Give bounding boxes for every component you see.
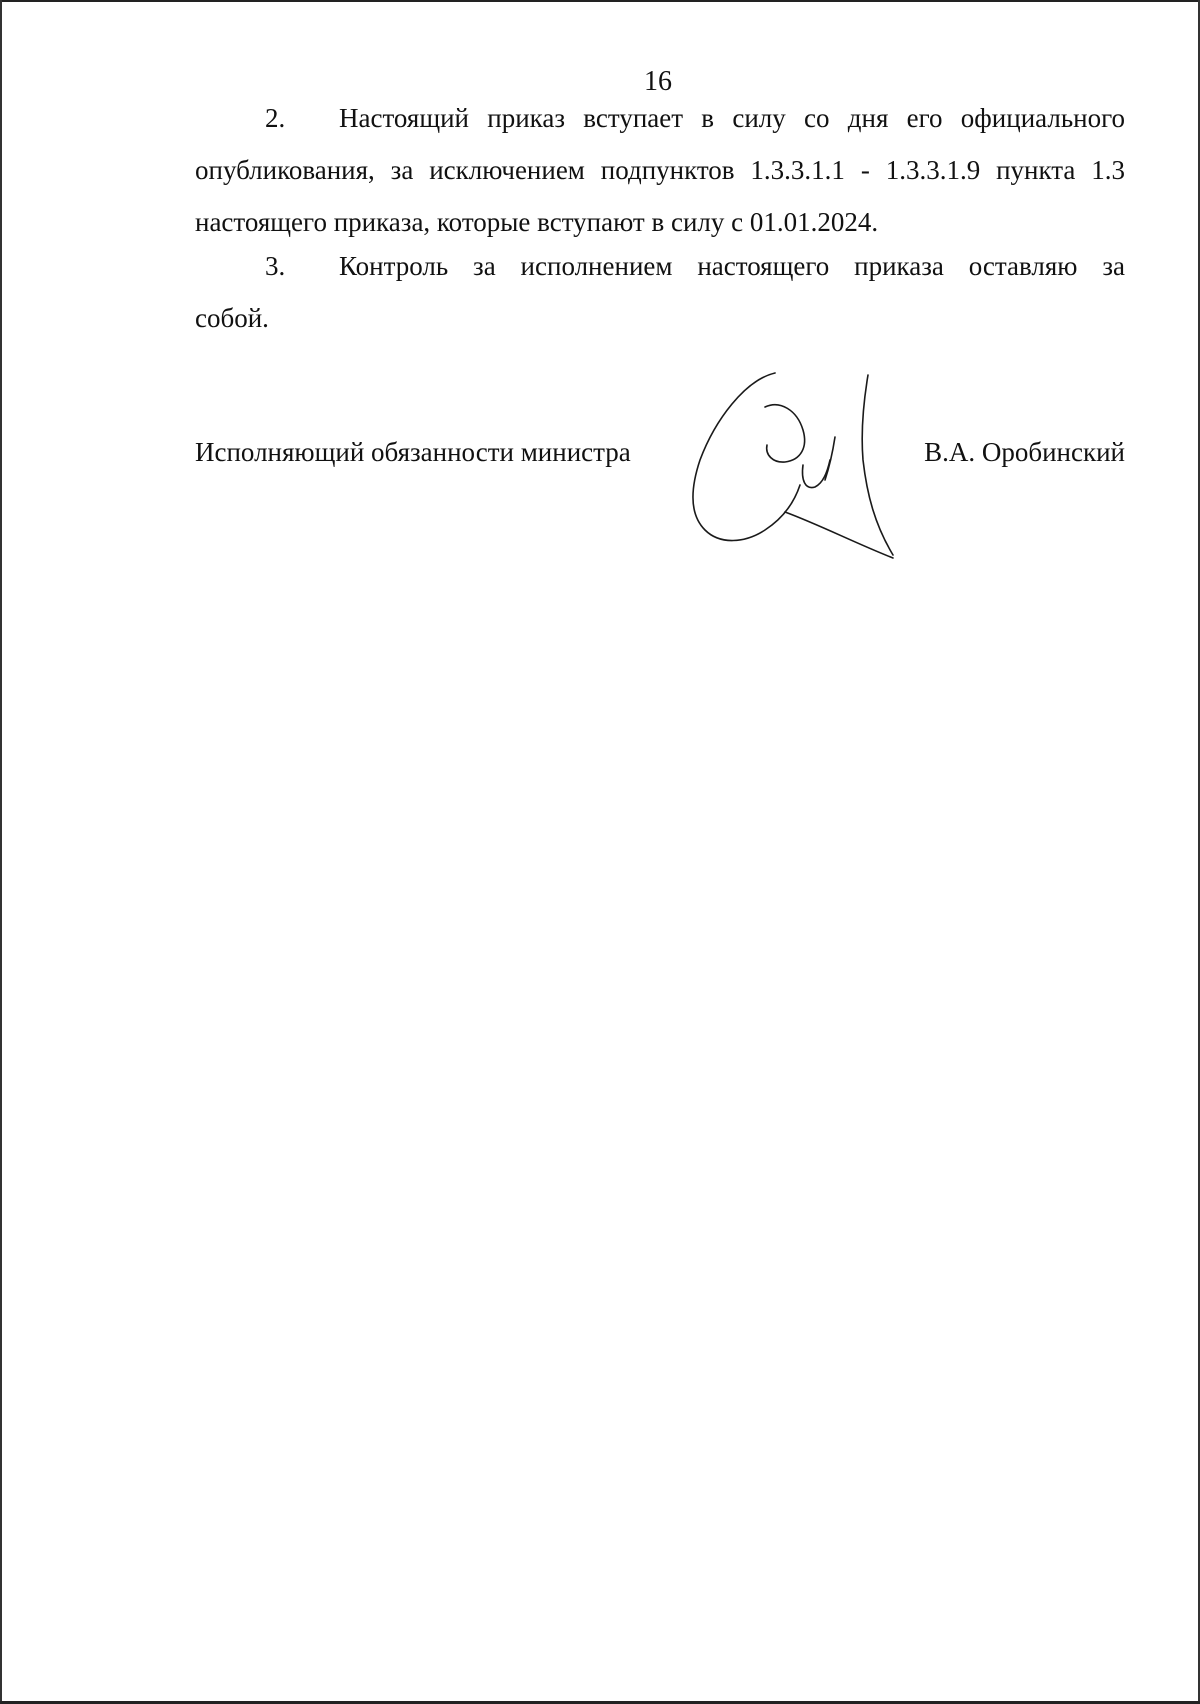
- item-number: 2.: [265, 103, 286, 133]
- scan-edge-left: [0, 0, 2, 1704]
- paragraph-line-text: Контроль за исполнением настоящего приказа оставляю за: [339, 251, 1125, 281]
- paragraph-line: настоящего приказа, которые вступают в силу с 01.01.2024.: [195, 207, 879, 237]
- page-number: 16: [644, 66, 672, 97]
- paragraph-line: опубликования, за исключением подпунктов 1.3.3.1.1 - 1.3.3.1.9 пункта 1.3: [195, 155, 1125, 185]
- paragraph-line: собой.: [195, 303, 269, 333]
- paragraph-item-2: [195, 92, 1125, 248]
- item-number: 3.: [265, 251, 286, 281]
- paragraph-line-text: Настоящий приказ вступает в силу со дня его официального: [339, 103, 1125, 133]
- paragraph-item-3: [195, 240, 1125, 344]
- paragraph-line: [195, 240, 1125, 292]
- paragraph-line: [195, 92, 1125, 144]
- signatory-name: В.А. Оробинский: [924, 437, 1125, 467]
- scan-edge-top: [0, 0, 1200, 2]
- handwritten-signature-icon: [685, 365, 905, 565]
- signatory-position: Исполняющий обязанности министра: [195, 437, 631, 467]
